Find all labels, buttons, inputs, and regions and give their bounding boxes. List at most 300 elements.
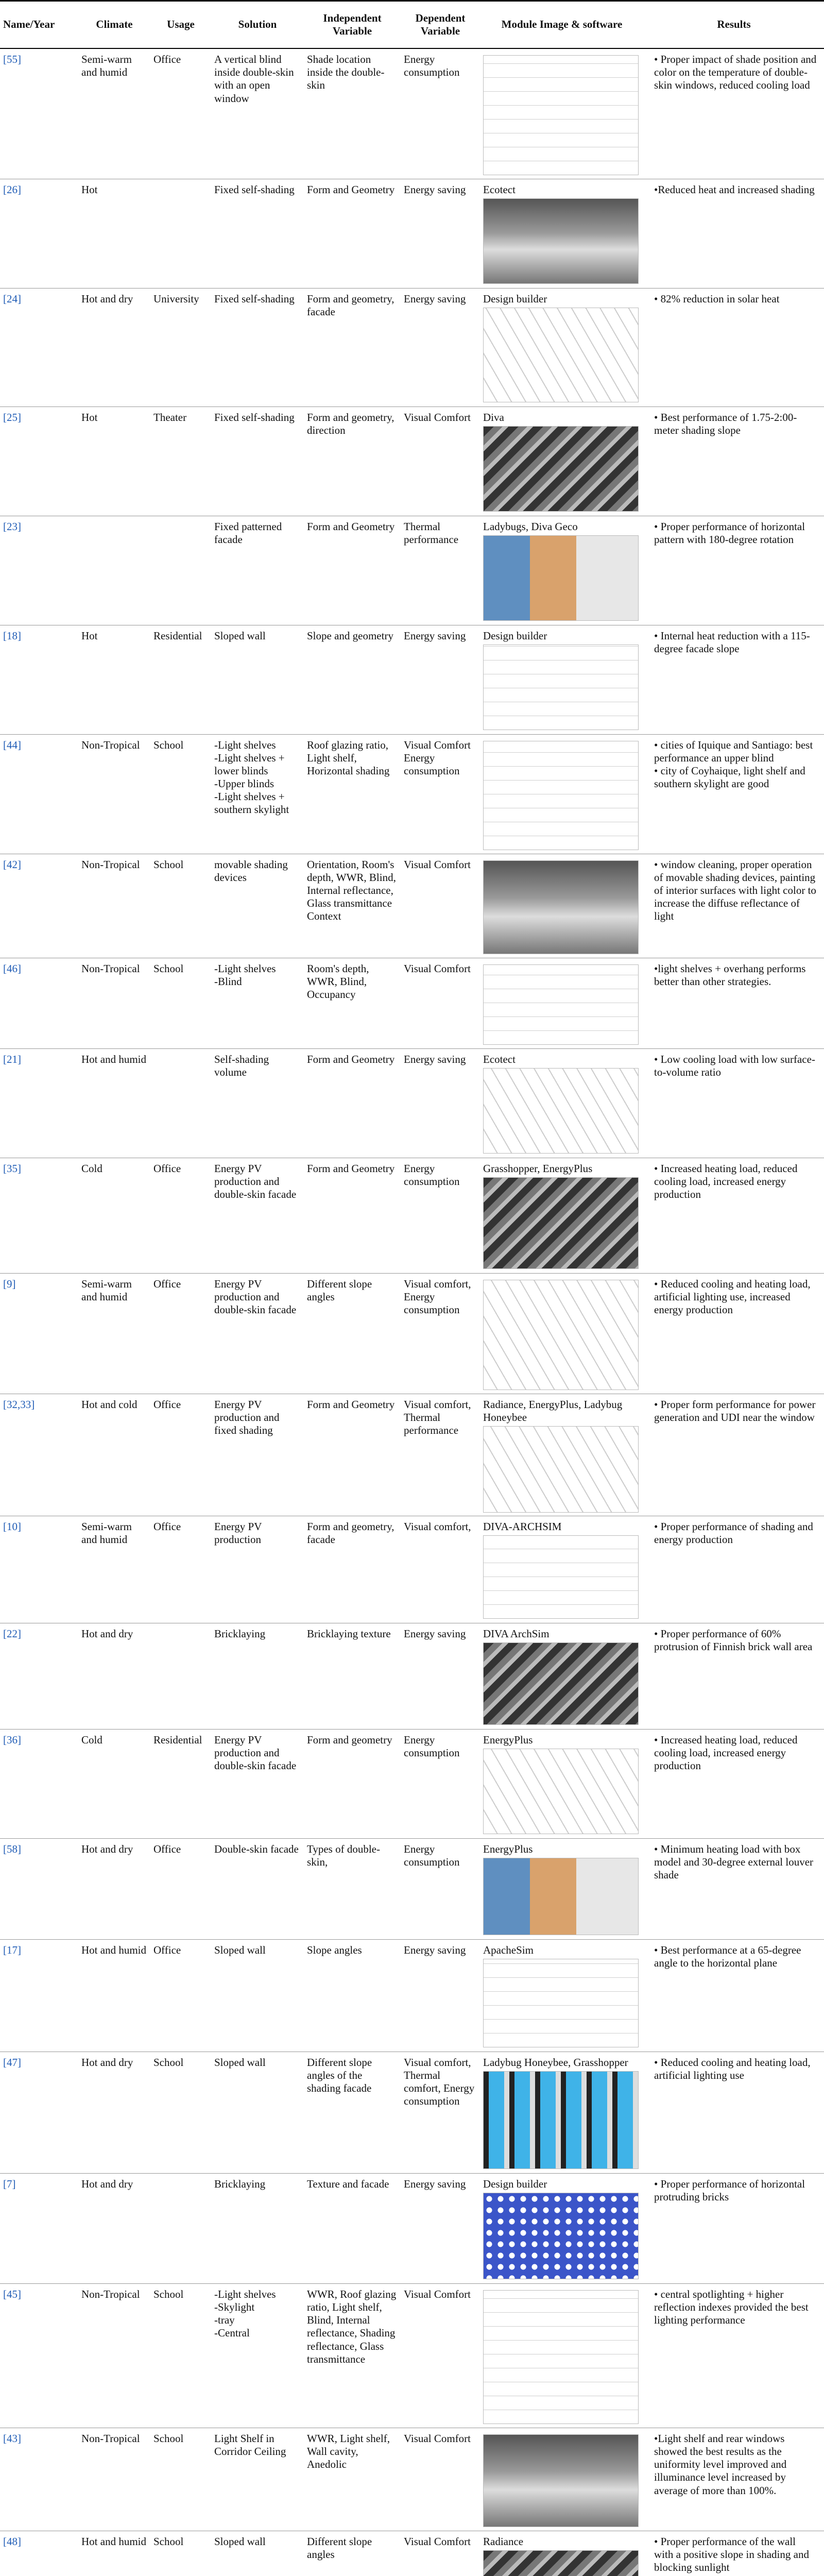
cell-results-text: • Proper impact of shade position and color on the temperature of double-skin windows, reduced cooling load [654,53,817,92]
module-software: Ladybug Honeybee, Grasshopper [483,2056,628,2069]
module-image [483,1959,639,2047]
module-software: Design builder [483,2177,547,2190]
module-image [483,426,639,512]
cell-dependent-variable-text: Energy saving [404,292,466,305]
cell-climate [78,2173,150,2283]
cell-climate-text: Non-Tropical [81,858,140,871]
cell-name-year [0,2052,78,2173]
cell-name-year [0,1939,78,2052]
cell-solution-text: Energy PV production and double-skin facade [214,1733,297,1772]
citation-link[interactable]: [7] [3,2177,16,2190]
header-solution: Solution [211,1,304,49]
cell-dependent-variable-text: Visual Comfort [404,962,471,975]
citation-link[interactable]: [25] [3,411,21,423]
citation-link[interactable]: [22] [3,1627,21,1640]
cell-dependent-variable-text: Visual comfort, Thermal comfort, Energy consumption [404,2056,475,2108]
cell-climate-text: Hot and humid [81,1943,146,1956]
citation-link[interactable]: [46] [3,962,21,975]
cell-independent-variable [304,1048,401,1158]
module-software: EnergyPlus [483,1733,533,1746]
header-module-image-software: Module Image & software [480,1,644,49]
cell-usage-text: School [153,2056,184,2069]
cell-climate-text: Hot and dry [81,1627,133,1640]
table-row [0,1158,824,1273]
cell-independent-variable-text: Form and geometry, facade [307,1520,394,1546]
cell-solution-text: Double-skin facade [214,1842,299,1855]
cell-usage [150,48,211,179]
cell-module [480,854,644,958]
cell-solution [211,1158,304,1273]
module-software: DIVA-ARCHSIM [483,1520,562,1533]
module-image [483,1535,639,1619]
cell-usage-text: School [153,962,184,975]
cell-dependent-variable [401,2283,480,2428]
module-image [483,1858,639,1935]
module-image [483,645,639,730]
cell-solution [211,2428,304,2531]
cell-dependent-variable-text: Energy consumption [404,53,460,79]
cell-dependent-variable [401,1623,480,1729]
cell-name-year [0,1623,78,1729]
cell-solution [211,1623,304,1729]
cell-climate [78,1158,150,1273]
cell-independent-variable-text: Slope and geometry [307,629,393,642]
cell-results-text: • Proper performance of the wall with a positive slope in shading and blocking sunlight [654,2535,809,2574]
table-row [0,1838,824,1939]
cell-results-text: • Proper performance of 60% protrusion of Finnish brick wall area [654,1627,813,1653]
citation-link[interactable]: [18] [3,629,21,642]
cell-results-text: • 82% reduction in solar heat [654,292,780,305]
cell-usage-text: Residential [153,1733,202,1746]
cell-independent-variable-text: Form and geometry, direction [307,411,394,436]
cell-climate-text: Hot and humid [81,1053,146,1065]
cell-climate-text: Non-Tropical [81,2287,140,2300]
cell-dependent-variable [401,2531,480,2576]
cell-solution [211,2173,304,2283]
cell-solution-text: -Light shelves -Light shelves + lower blinds -Upper blinds -Light shelves + southern skylight [214,738,289,816]
cell-name-year [0,1158,78,1273]
cell-results-text: • Minimum heating load with box model and 30-degree external louver shade [654,1842,814,1882]
cell-results [644,734,824,854]
cell-independent-variable-text: Different slope angles [307,1277,372,1303]
cell-solution-text: Energy PV production and double-skin facade [214,1162,297,1200]
cell-independent-variable-text: Form and geometry, facade [307,292,394,318]
cell-dependent-variable [401,854,480,958]
citation-link[interactable]: [45] [3,2287,21,2300]
header-independent-variable: Independent Variable [304,1,401,49]
cell-solution-text: -Light shelves -Skylight -tray -Central [214,2287,276,2340]
module-image [483,1068,639,1154]
cell-module [480,179,644,288]
cell-usage [150,1623,211,1729]
citation-link[interactable]: [55] [3,53,21,65]
cell-climate [78,958,150,1048]
cell-module [480,48,644,179]
cell-dependent-variable [401,1939,480,2052]
citation-link[interactable]: [10] [3,1520,21,1533]
table-row [0,1516,824,1623]
cell-name-year [0,625,78,734]
cell-climate-text: Non-Tropical [81,962,140,975]
cell-climate [78,1838,150,1939]
table-row [0,288,824,406]
cell-independent-variable-text: Form and Geometry [307,1053,395,1065]
cell-solution [211,1048,304,1158]
cell-name-year [0,179,78,288]
cell-results-text: •light shelves + overhang performs better than other strategies. [654,962,806,988]
cell-climate-text: Non-Tropical [81,738,140,751]
cell-results [644,2283,824,2428]
cell-climate-text: Hot [81,629,98,642]
cell-usage-text: Residential [153,629,202,642]
citation-link[interactable]: [9] [3,1277,16,1290]
table-row [0,854,824,958]
module-image [483,1426,639,1513]
cell-climate-text: Semi-warm and humid [81,53,132,79]
cell-solution-text: -Light shelves -Blind [214,962,276,988]
cell-usage-text: Office [153,1277,181,1290]
cell-dependent-variable-text: Visual Comfort [404,411,471,423]
cell-usage [150,406,211,516]
cell-name-year [0,854,78,958]
cell-climate [78,625,150,734]
cell-solution-text: Bricklaying [214,2177,266,2190]
cell-results-text: • Proper performance of shading and energy production [654,1520,813,1546]
citation-link[interactable]: [21] [3,1053,21,1065]
module-image [483,1749,639,1834]
cell-dependent-variable [401,1516,480,1623]
cell-dependent-variable [401,288,480,406]
cell-usage-text: Theater [153,411,187,423]
cell-usage [150,288,211,406]
cell-independent-variable [304,958,401,1048]
cell-solution [211,1939,304,2052]
cell-usage [150,2173,211,2283]
cell-climate [78,1623,150,1729]
cell-dependent-variable [401,179,480,288]
cell-dependent-variable-text: Energy saving [404,1943,466,1956]
module-software: Radiance [483,2535,524,2548]
cell-usage-text: Office [153,1398,181,1411]
cell-climate-text: Hot [81,183,98,196]
cell-usage [150,958,211,1048]
cell-usage [150,734,211,854]
cell-solution [211,2283,304,2428]
cell-solution [211,406,304,516]
cell-usage-text: Office [153,1842,181,1855]
cell-usage-text: Office [153,1520,181,1533]
cell-results [644,1394,824,1516]
table-row [0,48,824,179]
cell-results-text: • Reduced cooling and heating load, artificial lighting use, increased energy production [654,1277,811,1316]
cell-solution [211,734,304,854]
cell-solution-text: Sloped wall [214,1943,266,1956]
cell-name-year [0,288,78,406]
cell-dependent-variable-text: Energy saving [404,1627,466,1640]
cell-independent-variable [304,625,401,734]
table-row [0,1623,824,1729]
cell-solution-text: Self-shading volume [214,1053,269,1078]
cell-independent-variable [304,2173,401,2283]
cell-module [480,288,644,406]
cell-results [644,1939,824,2052]
cell-dependent-variable-text: Visual Comfort [404,858,471,871]
cell-solution [211,1394,304,1516]
citation-link[interactable]: [26] [3,183,21,196]
cell-climate-text: Cold [81,1162,102,1175]
cell-usage [150,1158,211,1273]
module-image [483,1642,639,1725]
cell-results [644,2428,824,2531]
cell-solution-text: Sloped wall [214,2535,266,2548]
cell-results-text: • Internal heat reduction with a 115-degree facade slope [654,629,810,655]
cell-usage [150,1838,211,1939]
citation-link[interactable]: [17] [3,1943,21,1956]
cell-dependent-variable-text: Energy saving [404,2177,466,2190]
module-image [483,2071,639,2169]
cell-independent-variable-text: Different slope angles [307,2535,372,2561]
cell-usage-text: School [153,2287,184,2300]
cell-climate-text: Hot and dry [81,1842,133,1855]
cell-module [480,2531,644,2576]
table-row [0,1394,824,1516]
cell-module [480,2052,644,2173]
cell-independent-variable [304,2052,401,2173]
cell-usage [150,1273,211,1394]
cell-results [644,179,824,288]
cell-solution-text: Fixed self-shading [214,411,295,423]
cell-results [644,2052,824,2173]
cell-climate-text: Hot and cold [81,1398,138,1411]
cell-dependent-variable [401,406,480,516]
cell-solution [211,1729,304,1838]
cell-solution-text: Light Shelf in Corridor Ceiling [214,2432,286,2458]
cell-independent-variable-text: WWR, Light shelf, Wall cavity, Anedolic [307,2432,390,2471]
cell-results [644,1838,824,1939]
cell-name-year [0,1516,78,1623]
header-name-year: Name/Year [0,1,78,49]
cell-dependent-variable-text: Thermal performance [404,520,459,546]
table-row [0,1729,824,1838]
cell-dependent-variable [401,958,480,1048]
module-software: Design builder [483,292,547,305]
cell-independent-variable [304,1729,401,1838]
cell-independent-variable [304,2428,401,2531]
cell-usage [150,1394,211,1516]
citation-link[interactable]: [44] [3,738,21,751]
cell-name-year [0,1729,78,1838]
cell-usage [150,2283,211,2428]
cell-module [480,625,644,734]
table-row [0,625,824,734]
citation-link[interactable]: [23] [3,520,21,533]
cell-results [644,625,824,734]
cell-usage-text: Office [153,1162,181,1175]
cell-module [480,1623,644,1729]
cell-results [644,1623,824,1729]
cell-usage [150,2052,211,2173]
header-results: Results [644,1,824,49]
cell-name-year [0,1273,78,1394]
cell-independent-variable-text: Orientation, Room's depth, WWR, Blind, Internal reflectance, Glass transmittance Context [307,858,396,923]
cell-independent-variable [304,1516,401,1623]
cell-module [480,1273,644,1394]
cell-dependent-variable [401,1273,480,1394]
cell-usage [150,625,211,734]
module-image [483,860,639,954]
cell-dependent-variable-text: Energy consumption [404,1162,460,1188]
cell-name-year [0,516,78,625]
cell-independent-variable [304,516,401,625]
cell-results-text: • Best performance at a 65-degree angle to the horizontal plane [654,1943,801,1970]
cell-usage [150,2428,211,2531]
citation-link[interactable]: [48] [3,2535,21,2548]
table-row [0,1048,824,1158]
cell-results-text: • Proper performance of horizontal protruding bricks [654,2177,805,2204]
cell-results-text: • Low cooling load with low surface-to-volume ratio [654,1053,815,1078]
cell-solution-text: movable shading devices [214,858,288,884]
module-software: Radiance, EnergyPlus, Ladybug Honeybee [483,1398,623,1423]
citation-link[interactable]: [35] [3,1162,21,1175]
cell-climate-text: Hot [81,411,98,423]
cell-module [480,1729,644,1838]
citation-link[interactable]: [58] [3,1842,21,1855]
citation-link[interactable]: [32,33] [3,1398,35,1411]
cell-usage [150,1939,211,2052]
table-row [0,2173,824,2283]
cell-name-year [0,2531,78,2576]
cell-independent-variable [304,48,401,179]
cell-module [480,2173,644,2283]
cell-climate [78,854,150,958]
cell-independent-variable-text: Form and Geometry [307,1162,395,1175]
cell-independent-variable [304,1623,401,1729]
cell-solution [211,1516,304,1623]
cell-results-text: • cities of Iquique and Santiago: best performance an upper blind • city of Coyhaique, light shelf and southern skylight are good [654,738,813,790]
cell-usage [150,516,211,625]
cell-independent-variable-text: Bricklaying texture [307,1627,391,1640]
cell-independent-variable-text: Different slope angles of the shading facade [307,2056,372,2095]
cell-solution [211,854,304,958]
cell-independent-variable-text: Room's depth, WWR, Blind, Occupancy [307,962,369,1001]
citation-link[interactable]: [43] [3,2432,21,2445]
citation-link[interactable]: [36] [3,1733,21,1746]
cell-solution-text: Sloped wall [214,629,266,642]
module-image [483,2550,639,2576]
table-row [0,1939,824,2052]
module-software: Ecotect [483,1053,516,1065]
cell-climate-text: Hot and dry [81,292,133,305]
cell-independent-variable-text: Form and geometry [307,1733,392,1746]
cell-dependent-variable [401,48,480,179]
cell-results [644,1048,824,1158]
cell-results-text: • Proper form performance for power generation and UDI near the window [654,1398,816,1423]
cell-solution-text: Fixed patterned facade [214,520,282,546]
table-row [0,2283,824,2428]
cell-name-year [0,1838,78,1939]
header-dependent-variable: Dependent Variable [401,1,480,49]
citation-link[interactable]: [24] [3,292,21,305]
cell-independent-variable-text: WWR, Roof glazing ratio, Light shelf, Blind, Internal reflectance, Shading reflectance, Glass transmittance [307,2287,397,2365]
cell-dependent-variable-text: Energy consumption [404,1842,460,1869]
cell-solution [211,2052,304,2173]
module-software: ApacheSim [483,1943,534,1956]
table-row [0,2531,824,2576]
cell-climate [78,1394,150,1516]
cell-independent-variable-text: Shade location inside the double-skin [307,53,385,92]
cell-module [480,2283,644,2428]
cell-usage-text: School [153,738,184,751]
module-image [483,964,639,1045]
cell-usage [150,1516,211,1623]
cell-dependent-variable [401,516,480,625]
cell-climate-text: Semi-warm and humid [81,1520,132,1546]
module-software: Ladybugs, Diva Geco [483,520,578,533]
header-row [0,1,824,49]
cell-module [480,1516,644,1623]
cell-dependent-variable-text: Energy consumption [404,1733,460,1759]
cell-dependent-variable [401,625,480,734]
cell-module [480,1838,644,1939]
cell-results [644,1273,824,1394]
cell-results-text: • central spotlighting + higher reflection indexes provided the best lighting performance [654,2287,809,2327]
cell-module [480,734,644,854]
cell-name-year [0,958,78,1048]
cell-dependent-variable [401,2428,480,2531]
cell-climate-text: Hot and dry [81,2177,133,2190]
cell-name-year [0,2173,78,2283]
cell-solution [211,516,304,625]
cell-name-year [0,2283,78,2428]
cell-independent-variable [304,179,401,288]
cell-independent-variable [304,2531,401,2576]
cell-solution-text: Bricklaying [214,1627,266,1640]
cell-climate [78,1939,150,2052]
cell-module [480,1048,644,1158]
cell-results [644,2173,824,2283]
cell-name-year [0,2428,78,2531]
citation-link[interactable]: [42] [3,858,21,871]
cell-dependent-variable [401,1048,480,1158]
citation-link[interactable]: [47] [3,2056,21,2069]
cell-usage-text: School [153,858,184,871]
cell-climate [78,1273,150,1394]
cell-independent-variable [304,734,401,854]
module-software: Diva [483,411,504,423]
cell-climate-text: Hot and humid [81,2535,146,2548]
cell-results [644,406,824,516]
cell-dependent-variable-text: Visual Comfort [404,2432,471,2445]
cell-independent-variable [304,1158,401,1273]
cell-independent-variable [304,1273,401,1394]
table-row [0,406,824,516]
cell-solution [211,179,304,288]
module-software: Grasshopper, EnergyPlus [483,1162,593,1175]
cell-usage-text: University [153,292,199,305]
cell-usage-text: School [153,2432,184,2445]
module-image [483,198,639,284]
cell-results [644,288,824,406]
cell-dependent-variable [401,1394,480,1516]
cell-module [480,1158,644,1273]
cell-results [644,1158,824,1273]
cell-usage [150,854,211,958]
table-row [0,1273,824,1394]
cell-climate-text: Non-Tropical [81,2432,140,2445]
cell-module [480,958,644,1048]
cell-dependent-variable [401,1158,480,1273]
cell-solution-text: Fixed self-shading [214,292,295,305]
